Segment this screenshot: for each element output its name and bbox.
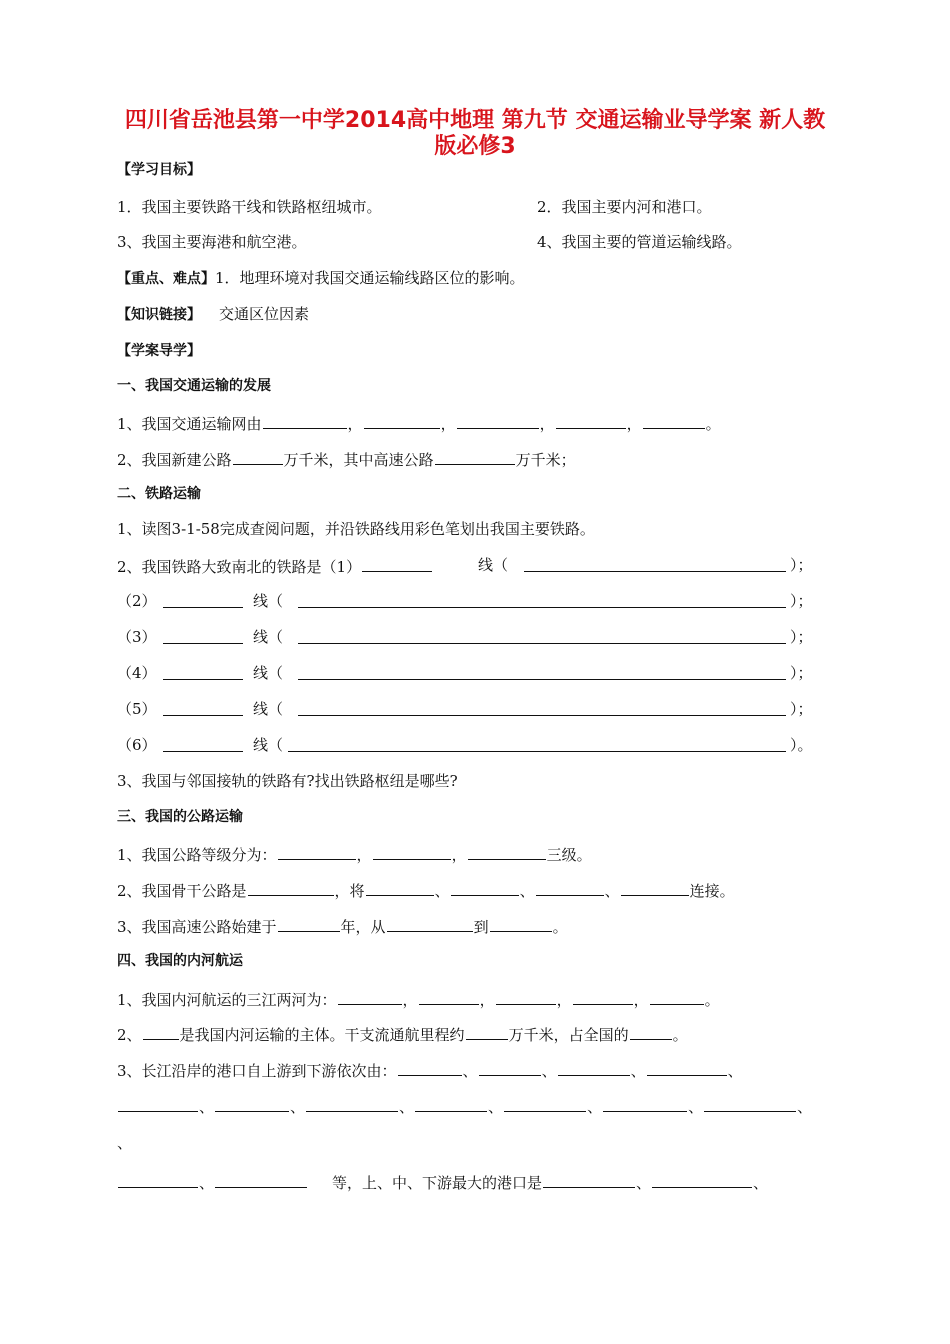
section-3-heading: 三、我国的公路运输 — [117, 809, 243, 825]
punct: ， — [556, 991, 572, 1009]
answer-blank[interactable] — [558, 1059, 630, 1076]
answer-blank[interactable] — [457, 412, 539, 429]
answer-blank[interactable] — [573, 988, 633, 1005]
answer-blank[interactable] — [233, 448, 283, 465]
rail-line-label: 线（ — [253, 628, 284, 646]
punct: 。 — [552, 918, 568, 936]
sec4-question-1 — [117, 988, 720, 1010]
sec2-question-1: 1、读图3-1-58完成查阅问题，并沿铁路线用彩色笔划出我国主要铁路。 — [117, 520, 595, 538]
punct: ， — [402, 991, 418, 1009]
sec3-q3-text: 3、我国高速公路始建于 — [117, 918, 277, 936]
sec1-q2-suffix: 万千米； — [515, 451, 576, 469]
punct: 、 — [636, 1174, 652, 1192]
punct: 、 — [630, 1062, 646, 1080]
knowledge-label: 【知识链接】 — [117, 307, 201, 323]
punct: ， — [451, 846, 467, 864]
sec4-q2-mid2: 万千米，占全国的 — [508, 1026, 629, 1044]
document-title-line2: 版必修3 — [434, 134, 516, 159]
rail-row-number: （4） — [117, 664, 157, 682]
rail-line-label: 线（ — [253, 736, 284, 754]
answer-blank[interactable] — [163, 663, 243, 680]
row-end: ）。 — [790, 736, 813, 754]
sec2-question-3: 3、我国与邻国接轨的铁路有?找出铁路枢纽是哪些? — [117, 772, 458, 790]
punct: 、 — [604, 882, 620, 900]
rail-row-number: （3） — [117, 628, 157, 646]
sec3-q2-text: 2、我国骨干公路是 — [117, 882, 247, 900]
keypoints-label: 【重点、难点】 — [117, 271, 215, 287]
answer-blank[interactable] — [650, 988, 704, 1005]
sec4-q2-mid1: 是我国内河运输的主体。干支流通航里程约 — [179, 1026, 465, 1044]
answer-blank[interactable] — [387, 915, 473, 932]
answer-blank[interactable] — [118, 1171, 198, 1188]
answer-blank[interactable] — [338, 988, 402, 1005]
answer-blank[interactable] — [163, 591, 243, 608]
answer-blank[interactable] — [504, 1095, 586, 1112]
answer-blank[interactable] — [215, 1095, 289, 1112]
sec3-q3-to: 到 — [473, 918, 489, 936]
objective-item-2: 2．我国主要内河和港口。 — [537, 198, 712, 216]
answer-blank[interactable] — [298, 627, 786, 644]
answer-blank[interactable] — [490, 915, 552, 932]
sec4-question-2 — [117, 1023, 688, 1045]
punct: ， — [440, 415, 456, 433]
sec4-trailing-pause: 、 — [117, 1134, 133, 1152]
knowledge-row — [117, 304, 309, 325]
sec4-question-3-end — [117, 1171, 768, 1193]
sec1-question-2 — [117, 448, 576, 470]
sec3-question-2 — [117, 879, 735, 901]
answer-blank[interactable] — [479, 1059, 541, 1076]
sec3-question-3 — [117, 915, 568, 937]
punct: 、 — [399, 1098, 415, 1116]
answer-blank[interactable] — [118, 1095, 198, 1112]
sec3-q1-text: 1、我国公路等级分为： — [117, 846, 277, 864]
row-end: ）； — [790, 592, 813, 610]
punct: 、 — [797, 1098, 813, 1116]
punct: 、 — [727, 1062, 743, 1080]
rail-line-label: 线（ — [253, 700, 284, 718]
objectives-heading: 【学习目标】 — [117, 162, 201, 178]
punct: 、 — [290, 1098, 306, 1116]
answer-blank[interactable] — [298, 663, 786, 680]
punct: ， — [347, 415, 363, 433]
answer-blank[interactable] — [543, 1171, 635, 1188]
answer-blank[interactable] — [278, 915, 340, 932]
objective-item-4: 4、我国主要的管道运输线路。 — [537, 233, 742, 251]
punct: 。 — [705, 415, 721, 433]
answer-blank[interactable] — [143, 1023, 179, 1040]
rail-row-number: （6） — [117, 736, 157, 754]
row-end: ）； — [790, 628, 813, 646]
answer-blank[interactable] — [248, 879, 334, 896]
punct: 。 — [704, 991, 720, 1009]
answer-blank[interactable] — [298, 699, 786, 716]
punct: 。 — [672, 1026, 688, 1044]
rail-line-label: 线（ — [253, 664, 284, 682]
punct: ， — [626, 415, 642, 433]
punct: 、 — [541, 1062, 557, 1080]
sec3-question-1 — [117, 843, 592, 865]
objective-item-1: 1．我国主要铁路干线和铁路枢纽城市。 — [117, 198, 382, 216]
answer-blank[interactable] — [163, 735, 243, 752]
answer-blank[interactable] — [621, 879, 689, 896]
sec4-question-3 — [117, 1059, 743, 1081]
knowledge-text: 交通区位因素 — [219, 305, 310, 323]
sec4-q1-text: 1、我国内河航运的三江两河为： — [117, 991, 337, 1009]
answer-blank[interactable] — [298, 591, 786, 608]
sec3-q2-suffix: 连接。 — [689, 882, 735, 900]
punct: ， — [539, 415, 555, 433]
answer-blank[interactable] — [373, 843, 451, 860]
answer-blank[interactable] — [306, 1095, 398, 1112]
punct: 、 — [519, 882, 535, 900]
answer-blank[interactable] — [163, 699, 243, 716]
document-title-line1: 四川省岳池县第一中学2014高中地理 第九节 交通运输业导学案 新人教 — [124, 108, 826, 133]
punct: 、 — [587, 1098, 603, 1116]
sec3-q1-suffix: 三级。 — [546, 846, 592, 864]
rail-row-number: （5） — [117, 700, 157, 718]
sec1-q2-mid: 万千米，其中高速公路 — [283, 451, 434, 469]
answer-blank[interactable] — [163, 627, 243, 644]
row-end: ）； — [790, 664, 813, 682]
objective-item-3: 3、我国主要海港和航空港。 — [117, 233, 307, 251]
sec2-q2-text: 2、我国铁路大致南北的铁路是（1） — [117, 558, 362, 576]
answer-blank[interactable] — [647, 1059, 727, 1076]
section-1-heading: 一、我国交通运输的发展 — [117, 378, 271, 394]
answer-blank[interactable] — [468, 843, 546, 860]
sec4-question-3-cont — [117, 1095, 812, 1117]
answer-blank[interactable] — [362, 555, 432, 572]
answer-blank[interactable] — [415, 1095, 487, 1112]
punct: ， — [356, 846, 372, 864]
punct: 、 — [753, 1174, 769, 1192]
answer-blank[interactable] — [263, 412, 347, 429]
punct: 、 — [488, 1098, 504, 1116]
punct: 、 — [199, 1098, 215, 1116]
keypoints-row — [117, 268, 525, 289]
sec4-q3-tail: 等，上、中、下游最大的港口是 — [332, 1174, 543, 1192]
answer-blank[interactable] — [364, 412, 440, 429]
sec1-question-1 — [117, 412, 721, 434]
answer-blank[interactable] — [524, 555, 786, 572]
sec3-q2-mid: ，将 — [334, 882, 365, 900]
answer-blank[interactable] — [451, 879, 519, 896]
sec4-q2-text: 2、 — [117, 1026, 142, 1044]
keypoints-text: 1．地理环境对我国交通运输线路区位的影响。 — [215, 269, 525, 287]
punct: 、 — [688, 1098, 704, 1116]
punct: 、 — [199, 1174, 215, 1192]
punct: ， — [479, 991, 495, 1009]
answer-blank[interactable] — [496, 988, 556, 1005]
answer-blank[interactable] — [603, 1095, 687, 1112]
answer-blank[interactable] — [643, 412, 705, 429]
answer-blank[interactable] — [466, 1023, 508, 1040]
sec1-q1-text: 1、我国交通运输网由 — [117, 415, 262, 433]
row-end: ）； — [790, 700, 813, 718]
rail-row-number: （2） — [117, 592, 157, 610]
guide-heading: 【学案导学】 — [117, 343, 201, 359]
section-4-heading: 四、我国的内河航运 — [117, 953, 243, 969]
answer-blank[interactable] — [398, 1059, 462, 1076]
row-end: ）； — [790, 556, 813, 574]
punct: ， — [633, 991, 649, 1009]
rail-line-label: 线（ — [478, 556, 509, 574]
answer-blank[interactable] — [278, 843, 356, 860]
answer-blank[interactable] — [704, 1095, 796, 1112]
sec2-question-2 — [117, 555, 433, 577]
answer-blank[interactable] — [288, 735, 786, 752]
answer-blank[interactable] — [630, 1023, 672, 1040]
answer-blank[interactable] — [419, 988, 479, 1005]
answer-blank[interactable] — [536, 879, 604, 896]
answer-blank[interactable] — [215, 1171, 307, 1188]
sec4-q3-text: 3、长江沿岸的港口自上游到下游依次由： — [117, 1062, 397, 1080]
section-2-heading: 二、铁路运输 — [117, 486, 201, 502]
sec1-q2-text: 2、我国新建公路 — [117, 451, 232, 469]
sec3-q3-year: 年，从 — [340, 918, 386, 936]
answer-blank[interactable] — [652, 1171, 752, 1188]
answer-blank[interactable] — [366, 879, 434, 896]
rail-line-label: 线（ — [253, 592, 284, 610]
punct: 、 — [462, 1062, 478, 1080]
answer-blank[interactable] — [435, 448, 515, 465]
answer-blank[interactable] — [556, 412, 626, 429]
punct: 、 — [434, 882, 450, 900]
